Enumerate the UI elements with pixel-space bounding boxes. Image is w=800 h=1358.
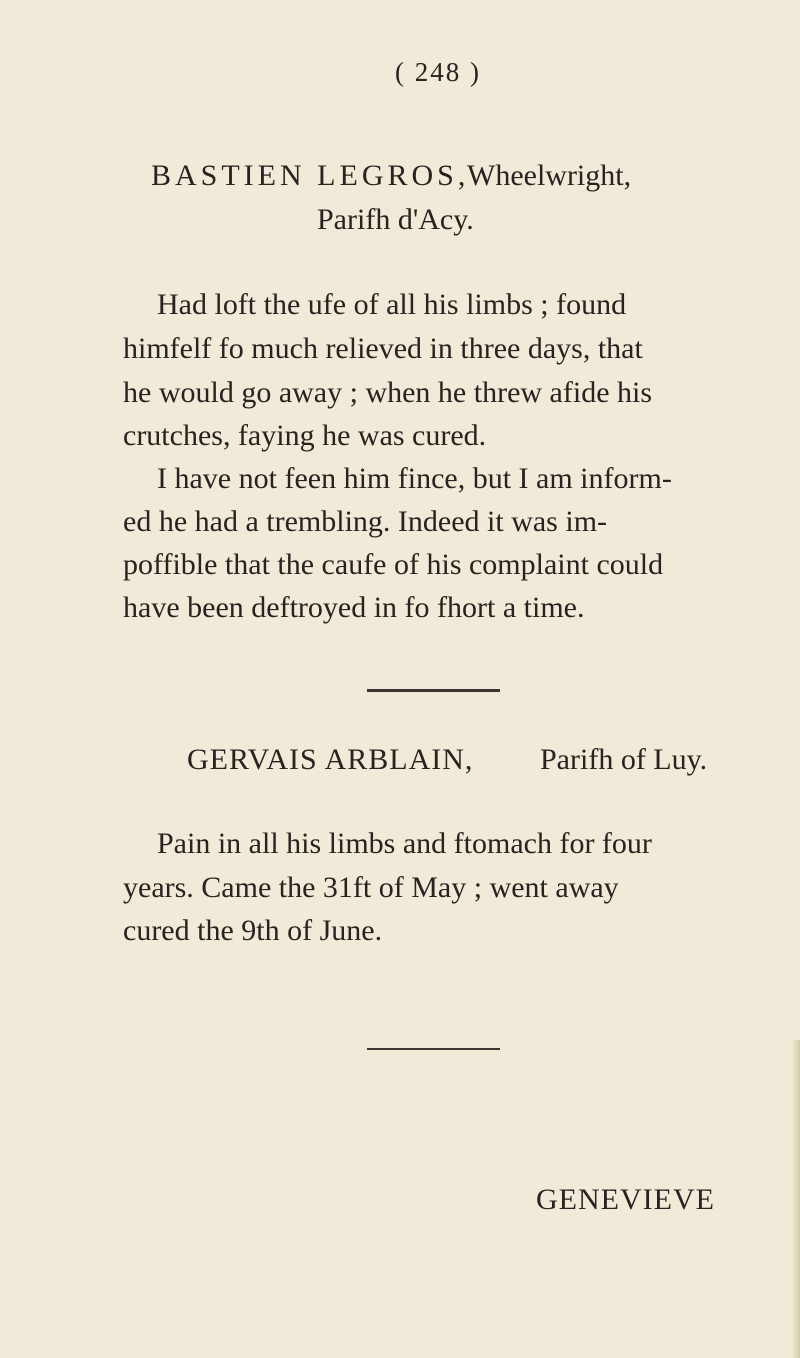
- entry-trade: Wheelwright,: [467, 159, 632, 192]
- entry-text-line: have been deftroyed in fo fhort a time.: [123, 591, 585, 624]
- entry-name: BASTIEN LEGROS,: [151, 159, 470, 192]
- entry-text-line: I have not feen him fince, but I am inform-: [157, 462, 672, 495]
- entry-text-line: himfelf fo much relieved in three days, that: [123, 332, 643, 365]
- entry-parish: Parifh d'Acy.: [317, 203, 474, 236]
- entry-text-line: ed he had a trembling. Indeed it was im-: [123, 505, 608, 538]
- entry-text-line: poffible that the caufe of his complaint could: [123, 548, 664, 581]
- entry-text-line: Had loft the ufe of all his limbs ; found: [157, 288, 627, 321]
- catchword: GENEVIEVE: [536, 1183, 715, 1216]
- entry-text-line: years. Came the 31ft of May ; went away: [123, 871, 619, 904]
- separator-rule: [367, 1048, 500, 1050]
- entry-text-line: he would go away ; when he threw afide his: [123, 376, 653, 409]
- entry-parish: Parifh of Luy.: [540, 743, 708, 776]
- separator-rule: [367, 689, 500, 692]
- entry-text-line: crutches, faying he was cured.: [123, 419, 487, 452]
- entry-text-line: cured the 9th of June.: [123, 914, 383, 947]
- page-number: ( 248 ): [395, 57, 481, 87]
- entry-text-line: Pain in all his limbs and ftomach for four: [157, 827, 652, 860]
- entry-name: GERVAIS ARBLAIN,: [187, 743, 474, 776]
- page-edge-shadow: [792, 1040, 800, 1358]
